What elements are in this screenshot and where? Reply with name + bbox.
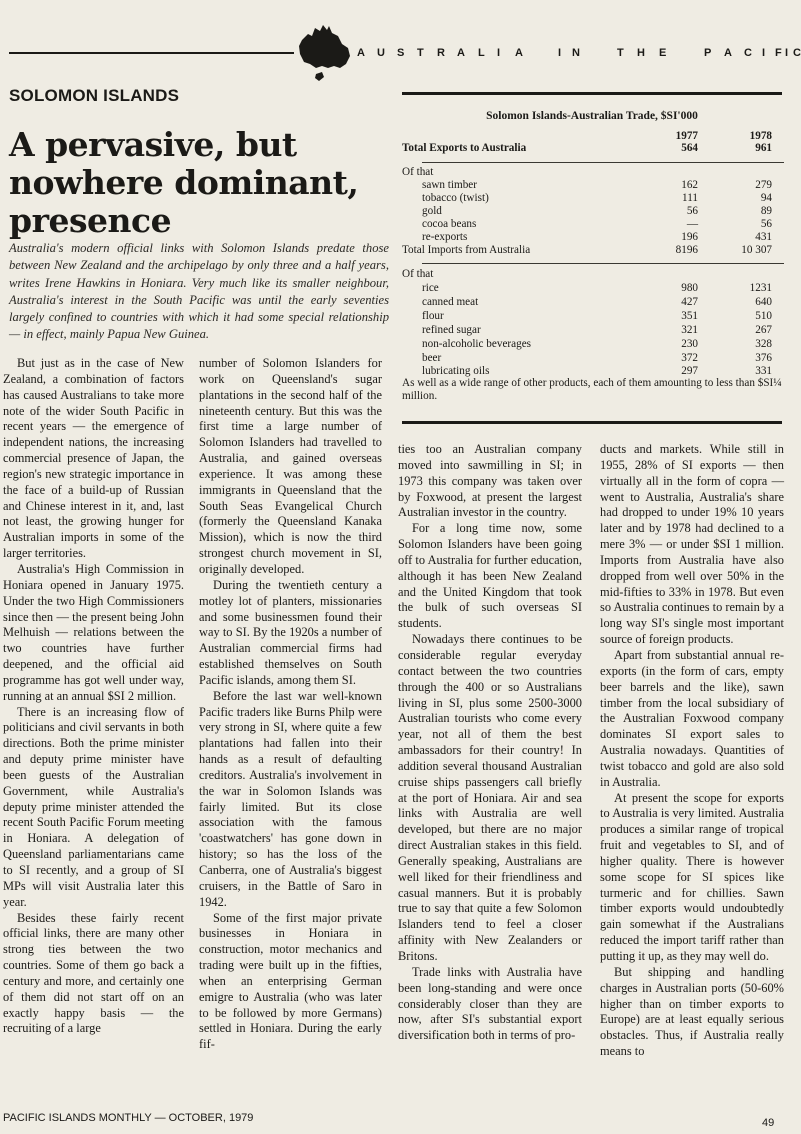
year-1978-header: 1978 <box>749 130 772 142</box>
header-letter: R <box>437 47 446 59</box>
row-label: beer <box>422 352 442 364</box>
value-1977: 297 <box>681 365 698 377</box>
value-1978: 640 <box>755 296 772 308</box>
section-label: SOLOMON ISLANDS <box>9 86 180 105</box>
value-1977: 230 <box>681 338 698 350</box>
total-exports-row <box>402 142 784 155</box>
australia-map-icon <box>296 22 354 84</box>
total-imports-row <box>402 244 784 257</box>
value-1978: 331 <box>755 365 772 377</box>
header-letter: C <box>744 47 753 59</box>
row-label: re-exports <box>422 231 468 243</box>
header-letter: S <box>397 47 405 59</box>
row-label: flour <box>422 310 444 322</box>
paragraph: There is an increasing flow of politicians and civil servants in both directions. Both the prime minister and deputy prime minister have been guests of the Australian Government, while Australia's deputy prime minister attended the recent South Pacific Forum meeting in Honiara. A delegation of Queensland parliamentarians came to SI recently, and a group of SI MPs will visit Australia later this year. <box>3 704 184 909</box>
header-letter: N <box>572 47 581 59</box>
total-exports-label: Total Exports to Australia <box>402 142 527 154</box>
of-that-label: Of that <box>402 166 434 178</box>
paragraph: Some of the first major private businesses in Honiara in construction, motor mechanics and trading were built up in the fifties, when an enterprising German emigre to Australia (who was later to be followed by more Germans) settled in Honiara. During the early fif- <box>199 910 382 1052</box>
row-label: lubricating oils <box>422 365 490 377</box>
value-1978: 431 <box>755 231 772 243</box>
row-label: refined sugar <box>422 324 481 336</box>
header-letter: I <box>785 47 789 59</box>
value-1977: 427 <box>681 296 698 308</box>
table-row <box>402 324 784 337</box>
intro-standfirst: Australia's modern official links with Solomon Islands predate those between New Zealand and the archipelago by only three and a half years, writes Irene Hawkins in Honiara. Very much like its smaller neighbour, Australia's interest in the South Pacific was until the early seventies largely confined to countries with which it had some special relationship — in effect, mainly Papua New Guinea. <box>9 241 389 342</box>
header-letter: U <box>377 47 386 59</box>
value-1978: 267 <box>755 324 772 336</box>
total-exports-1977: 564 <box>681 142 698 154</box>
table-row <box>402 338 784 351</box>
value-1977: 196 <box>681 231 698 243</box>
value-1978: 94 <box>760 192 772 204</box>
article-column-4 <box>600 442 784 1060</box>
value-1978: 328 <box>755 338 772 350</box>
value-1977: 351 <box>681 310 698 322</box>
paragraph: Besides these fairly recent official links, there are many other strong ties between the two countries. Some of them go back a century and more, and certainly one of them did not start off on an exactly happy basis — the recruiting of a large <box>3 910 184 1036</box>
value-1978: 510 <box>755 310 772 322</box>
header-rule-left <box>9 52 294 54</box>
table-row <box>402 192 784 205</box>
paragraph: Australia's High Commission in Honiara opened in January 1975. Under the two High Commissioners since then — the present being John Melhuish — relations between the two countries have further deepened, and the official aid programme has got well under way, running at an annual $SI 2 million. <box>3 561 184 703</box>
value-1977: 56 <box>686 205 698 217</box>
paragraph: Apart from substantial annual re-exports (in the form of cars, empty beer barrels and the like), sawn timber from the local subsidiary of the Australian Foxwood company dominates SI export sales to Australia nowadays. Quantities of twist tobacco and gold are also sold in Australia. <box>600 647 784 789</box>
header-letter: I <box>497 47 501 59</box>
table-row <box>402 296 784 309</box>
value-1977: 162 <box>681 179 698 191</box>
paragraph: ducts and markets. While still in 1955, 28% of SI exports — then virtually all in the form of copra — went to Australia, Australia's share had dropped to under 19% 10 years later and by 1978 had declined to a mere 3% — or under $SI 1 million. Imports from Australia have also dropped from well over 50% in the mid-fifties to 33% in 1978. But even so Australia continues to remain by a long way SI's single most important source of foreign products. <box>600 442 784 647</box>
table-row <box>402 205 784 218</box>
row-label: non-alcoholic beverages <box>422 338 532 350</box>
row-label: canned meat <box>422 296 479 308</box>
header-letter: E <box>659 47 667 59</box>
header-letter: A <box>457 47 466 59</box>
total-imports-1977: 8196 <box>675 244 698 256</box>
value-1978: 376 <box>755 352 772 364</box>
table-row <box>402 218 784 231</box>
paragraph: For a long time now, some Solomon Islanders have been going off to Australia for further education, although it has been New Zealand and the United Kingdom that took the bulk of such overseas SI students. <box>398 521 582 631</box>
header-letter: I <box>762 47 766 59</box>
of-that-row <box>402 268 784 281</box>
header-letter: A <box>724 47 733 59</box>
paragraph: At present the scope for exports to Australia is very limited. Australia produces a similar range of tropical fruit and vegetables to SI, and of higher quality. There is however some scope for SI spices like turmeric and for chillies. Sawn timber exports would undoubtedly gain somewhat if the Australians reduced the import tariff rather than putting it up, as they may well do. <box>600 790 784 963</box>
table-row <box>402 179 784 192</box>
header-letter: A <box>515 47 524 59</box>
table-row <box>402 282 784 295</box>
paragraph: During the twentieth century a motley lot of planters, missionaries and some businessmen found their way to SI. By the 1920s a number of Australian commercial firms had established themselves on South Pacific islands, among them SI. <box>199 577 382 687</box>
total-imports-label: Total Imports from Australia <box>402 244 531 256</box>
of-that-row <box>402 166 784 179</box>
header-letter: P <box>704 47 712 59</box>
article-column-1 <box>3 356 184 1037</box>
article-column-3 <box>398 442 582 1044</box>
paragraph: But shipping and handling charges in Australian ports (50-60% higher than on timber exports to Europe) are at least equally serious obstacles. Thus, if Australia really means to <box>600 964 784 1059</box>
value-1977: 980 <box>681 282 698 294</box>
headline: A pervasive, but nowhere dominant, presence <box>9 125 359 240</box>
paragraph: Trade links with Australia have been long-standing and were once considerably closer than they are now, after SI's substantial export diversification both in terms of pro- <box>398 964 582 1043</box>
header-letter: F <box>775 47 782 59</box>
value-1978: 56 <box>760 218 772 230</box>
table-row <box>402 310 784 323</box>
table-row <box>402 352 784 365</box>
table-divider <box>422 263 784 264</box>
value-1977: — <box>686 218 698 230</box>
year-1977-header: 1977 <box>675 130 698 142</box>
header-letter: L <box>478 47 485 59</box>
table-top-rule <box>402 92 782 95</box>
header-letter: T <box>617 47 624 59</box>
header-letter: T <box>417 47 424 59</box>
value-1977: 111 <box>682 192 698 204</box>
table-title: Solomon Islands-Australian Trade, $SI'000 <box>486 110 698 122</box>
value-1978: 89 <box>760 205 772 217</box>
row-label: sawn timber <box>422 179 477 191</box>
total-exports-1978: 961 <box>755 142 772 154</box>
row-label: rice <box>422 282 439 294</box>
row-label: gold <box>422 205 442 217</box>
table-footnote: As well as a wide range of other products, each of them amounting to less than $SI¼ million. <box>402 377 782 402</box>
row-label: tobacco (twist) <box>422 192 489 204</box>
article-column-2 <box>199 356 382 1053</box>
header-letter: I <box>558 47 562 59</box>
of-that-label: Of that <box>402 268 434 280</box>
table-divider <box>422 162 784 163</box>
paragraph: ties too an Australian company moved into sawmilling in SI; in 1973 this company was taken over by Foxwood, at present the largest Australian investor in the country. <box>398 442 582 520</box>
value-1977: 321 <box>681 324 698 336</box>
header-letter: H <box>637 47 646 59</box>
paragraph: Before the last war well-known Pacific traders like Burns Philp were very strong in SI, where quite a few plantations had fallen into their hands as a result of defaulting creditors. Australia's involvement in the war in Solomon Islands was fairly limited. But its close association with the famous 'coastwatchers' has gone down in history; so has the loss of the Canberra, one of Australia's biggest cruisers, in the Battle of Saro in 1942. <box>199 688 382 909</box>
paragraph: number of Solomon Islanders for work on Queensland's sugar plantations in the second half of the nineteenth century. But this was the first time a large number of Solomon Islanders had travelled to Australia, and gained overseas experience. It was among these immigrants in Queensland that the South Seas Evangelical Church (formerly the Queensland Kanaka Mission), which is now the third strongest church movement in SI, originally developed. <box>199 356 382 576</box>
table-bottom-rule <box>402 421 782 424</box>
row-label: cocoa beans <box>422 218 477 230</box>
table-row <box>402 231 784 244</box>
value-1978: 279 <box>755 179 772 191</box>
header-letter: A <box>357 47 366 59</box>
paragraph: But just as in the case of New Zealand, a combination of factors has caused Australians to take more note of the wider South Pacific in recent years — the emergence of independent nations, the increasing commercial presence of Japan, the region's new strategic importance in the face of a build-up of Russian and Chinese interest in it, and, last not least, the growing hunger for Australian imports in some of the larger territories. <box>3 356 184 561</box>
page-number: 49 <box>762 1117 775 1129</box>
header-letter: C <box>793 47 801 59</box>
total-imports-1978: 10 307 <box>741 244 772 256</box>
paragraph: Nowadays there continues to be considerable regular everyday contact between the two countries through the 400 or so Australians living in SI, plus some 2500-3000 Australian tourists who come every year, not all of them the best ambassadors for their country! In addition several thousand Australian cruise ships passengers call briefly at the port of Honiara. Air and sea links with Australia are well developed, but there are no major direct Australian stakes in this field. Generally speaking, Australians are well liked for their friendliness and casual manners. But it is probably true to say that quite a few Solomon Islanders tend to feel a closer affinity with New Zealanders or Britons. <box>398 632 582 963</box>
footer-publication: PACIFIC ISLANDS MONTHLY — OCTOBER, 1979 <box>3 1112 254 1124</box>
value-1977: 372 <box>681 352 698 364</box>
value-1978: 1231 <box>749 282 772 294</box>
